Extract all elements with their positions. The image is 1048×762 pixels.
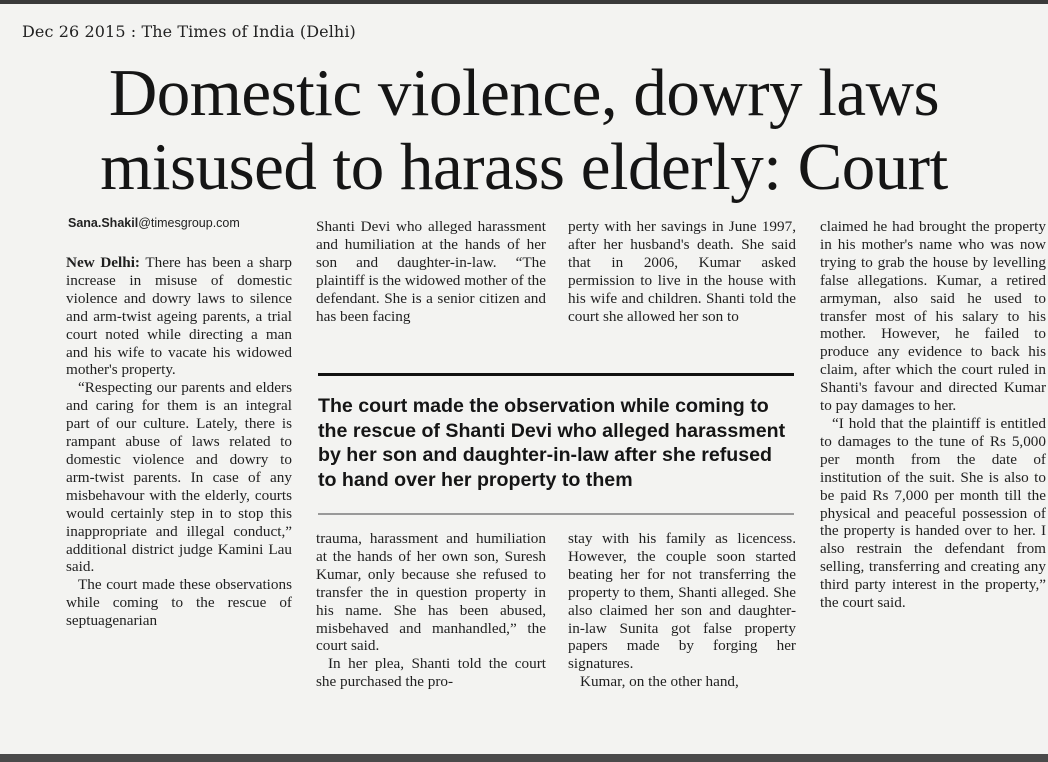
paragraph-col4-1: claimed he had brought the property in his mother's name who was now trying to grab the house by levelling false allegations. Kumar, a retired armyman, also said he used to transfer most of his salary to his mother. However, he failed to produce any evidence to back his claim, after which the court ruled in Shanti's favour and directed Kumar to pay damages to her. bbox=[820, 218, 1046, 415]
column-2-bottom bbox=[316, 530, 546, 691]
paragraph-observation: The court made these observations while coming to the rescue of septuagenarian bbox=[66, 576, 292, 630]
column-3-bottom bbox=[568, 530, 796, 691]
top-border bbox=[0, 0, 1048, 4]
paragraph-col3-bottom-1: stay with his family as licencess. However, the couple soon started beating her for not transferring the property to them, Shanti alleged. She also claimed her son and daughter-in-law Sunita got false property papers made by forging her signatures. bbox=[568, 530, 796, 673]
paragraph-col3-top: perty with her savings in June 1997, after her husband's death. She said that in 2006, Kumar asked permission to live in the house with his wife and children. Shanti told the court she allowed her son to bbox=[568, 218, 796, 325]
clipping-dateline: Dec 26 2015 : The Times of India (Delhi) bbox=[22, 22, 356, 41]
byline-domain: @timesgroup.com bbox=[138, 216, 240, 230]
paragraph-col2-bottom-1: trauma, harassment and humiliation at the hands of her own son, Suresh Kumar, only because she refused to transfer the in question property in his name. She has been abused, misbehaved and manhandled,” the court said. bbox=[316, 530, 546, 655]
pull-quote: The court made the observation while coming to the rescue of Shanti Devi who alleged harassment by her son and daughter-in-law after she refused to hand over her property to them bbox=[318, 373, 794, 513]
paragraph-col3-bottom-2: Kumar, on the other hand, bbox=[580, 673, 739, 691]
byline-name: Sana.Shakil bbox=[68, 216, 139, 230]
headline-line-1: Domestic violence, dowry laws bbox=[108, 56, 940, 130]
column-2-top bbox=[316, 218, 546, 325]
column-4 bbox=[820, 218, 1046, 612]
pull-quote-divider bbox=[318, 513, 794, 515]
paragraph-lead bbox=[66, 254, 292, 379]
column-3-top bbox=[568, 218, 796, 325]
lead-text: There has been a sharp increase in misuse of domestic violence and dowry laws to silence and arm-twist ageing parents, a trial court noted while directing a man and his wife to vacate his widowed mother's property. bbox=[66, 254, 292, 379]
bottom-border bbox=[0, 754, 1048, 762]
headline bbox=[0, 56, 1048, 204]
paragraph-col2-bottom-2: In her plea, Shanti told the court she purchased the pro- bbox=[316, 655, 546, 691]
column-1 bbox=[66, 254, 292, 630]
dateline-place: New Delhi: bbox=[66, 254, 140, 271]
headline-line-2: misused to harass elderly: Court bbox=[100, 130, 948, 204]
paragraph-quote: “Respecting our parents and elders and caring for them is an integral part of our culture. Lately, there is rampant abuse of laws related to domestic violence and dowry to arm-twist parents. In case of any misbehavour with the elderly, courts would certainly step in to stop this inappropriate and illegal conduct,” additional district judge Kamini Lau said. bbox=[66, 379, 292, 576]
paragraph-col4-2: “I hold that the plaintiff is entitled to damages to the tune of Rs 5,000 per month from the date of institution of the suit. She is also to be paid Rs 7,000 per month till the physical and peaceful possession of the property is handed over to her. I also restrain the defendant from selling, transferring and creating any third party interest in the property,” the court said. bbox=[820, 414, 1046, 612]
paragraph-col2-top: Shanti Devi who alleged harassment and humiliation at the hands of her son and daughter-in-law. “The plaintiff is the widowed mother of the defendant. She is a senior citizen and has been facing bbox=[316, 218, 547, 325]
byline bbox=[68, 216, 240, 230]
